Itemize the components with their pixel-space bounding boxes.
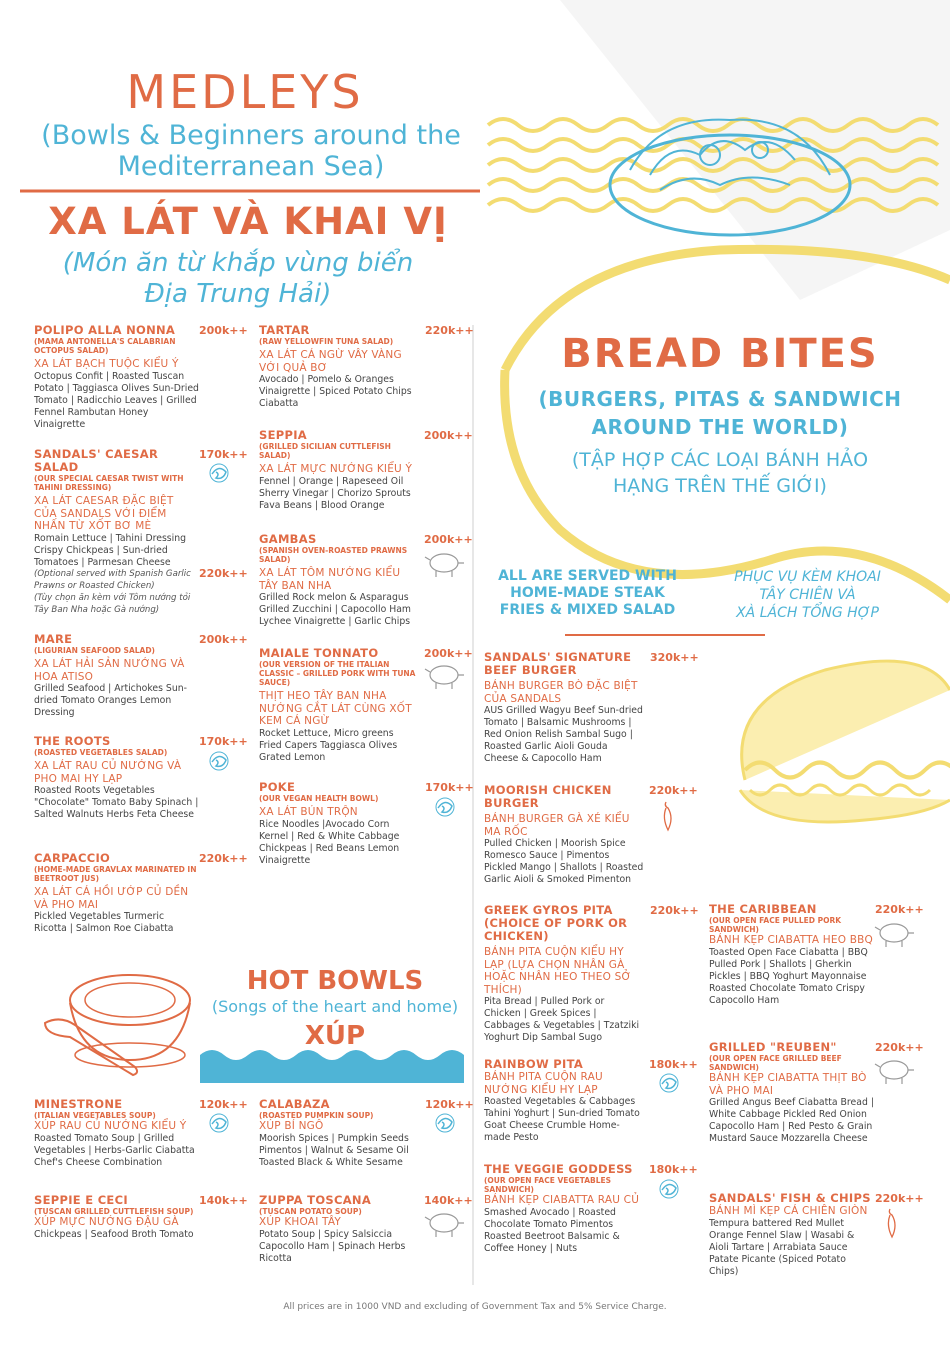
hot-bowls-vn: XÚP: [304, 1021, 366, 1051]
menu-item: [709, 1192, 874, 1278]
item-name: MAIALE TONNATO: [259, 646, 379, 660]
menu-item-option: [34, 568, 199, 616]
item-vn-name: XA LÁT HẢI SẢN NƯỚNG VÀ HOA ATISO: [34, 658, 185, 683]
item-subtitle: (ITALIAN VEGETABLES SOUP): [34, 1111, 156, 1120]
menu-item: [259, 781, 419, 867]
burger-icon: [705, 630, 950, 880]
medleys-subtitle-line2: Mediterranean Sea): [117, 151, 385, 182]
bread-bites-subtitle-line2: AROUND THE WORLD): [591, 415, 849, 439]
medleys-vn-subtitle-line1: (Món ăn từ khắp vùng biển: [62, 248, 414, 278]
menu-item: [484, 1058, 644, 1144]
item-subtitle: (ROASTED PUMPKIN SOUP): [259, 1111, 374, 1120]
item-vn-name: BÁNH MÌ KẸP CÁ CHIÊN GIÒN: [709, 1205, 868, 1217]
menu-item: [259, 324, 419, 410]
item-price: 120k++: [425, 1098, 474, 1111]
item-subtitle: (GRILLED SICILIAN CUTTLEFISH SALAD): [259, 442, 391, 460]
item-subtitle: (MAMA ANTONELLA'S CALABRIAN OCTOPUS SALAD): [34, 337, 176, 355]
vegan-icon: [434, 796, 456, 818]
chili-icon: [660, 800, 676, 832]
item-vn-name: BÁNH BURGER BÒ ĐẶC BIỆT CỦA SANDALS: [484, 680, 638, 705]
served-with-line2: HOME-MADE STEAK: [510, 585, 665, 601]
menu-item: [34, 1194, 199, 1241]
item-description: Rocket Lettuce, Micro greens Fried Capers Taggiasca Olives Grated Lemon: [259, 727, 398, 763]
salad-bowl-icon: [600, 95, 860, 245]
item-name: RAINBOW PITA: [484, 1057, 584, 1071]
item-name: GRILLED "REUBEN": [709, 1040, 837, 1054]
item-price: 220k++: [199, 852, 248, 865]
item-vn-name: BÁNH PITA CUỘN RAU NƯỚNG KIỂU HY LẠP: [484, 1071, 603, 1096]
item-subtitle: (SPANISH OVEN-ROASTED PRAWNS SALAD): [259, 546, 408, 564]
item-vn-name: XA LÁT BẠCH TUỘC KIỂU Ý: [34, 358, 179, 370]
item-price: 200k++: [424, 647, 473, 660]
menu-item: [259, 1098, 419, 1169]
item-subtitle: (RAW YELLOWFIN TUNA SALAD): [259, 337, 394, 346]
item-vn-name: XÚP BÍ NGÔ: [259, 1120, 324, 1132]
item-subtitle: (HOME-MADE GRAVLAX MARINATED IN BEETROOT JUS): [34, 865, 197, 883]
item-subtitle: (OUR VERSION OF THE ITALIAN CLASSIC – GRILLED PORK WITH TUNA SAUCE): [259, 660, 416, 687]
item-subtitle: (LIGURIAN SEAFOOD SALAD): [34, 646, 155, 655]
menu-item: [259, 533, 419, 628]
item-name: TARTAR: [259, 323, 310, 337]
item-description: Avocado | Pomelo & Oranges Vinaigrette | Spiced Potato Chips Ciabatta: [259, 374, 412, 409]
item-description: Toasted Open Face Ciabatta | BBQ Pulled Pork | Shallots | Gherkin Pickles | BBQ Yoghurt Mayonnaise Roasted Chocolate Tomato Crispy Capocollo Ham: [709, 946, 868, 1006]
item-description: AUS Grilled Wagyu Beef Sun-dried Tomato | Balsamic Mushrooms | Red Onion Relish Sambal Sugo | Roasted Garlic Aioli Gouda Cheese & Capocollo Ham: [484, 705, 643, 764]
medleys-subtitle-line1: (Bowls & Beginners around the: [41, 120, 461, 151]
menu-item: [259, 429, 419, 512]
item-description: Grilled Rock melon & Asparagus Grilled Zucchini | Capocollo Ham Lychee Vinaigrette | Garlic Chips: [259, 592, 411, 627]
bread-bites-title: BREAD BITES: [561, 331, 879, 377]
item-vn-name: XÚP MỰC NƯỚNG ĐẬU GÀ: [34, 1216, 179, 1228]
item-vn-name: XA LÁT MỰC NƯỚNG KIỂU Ý: [259, 463, 413, 475]
item-name: GAMBAS: [259, 532, 317, 546]
served-with-vn-line2: TÂY CHIÊN VÀ: [759, 587, 856, 603]
vegan-icon: [208, 750, 230, 772]
item-vn-name: THỊT HEO TÂY BAN NHA NƯỚNG CẮT LÁT CÙNG XỐT KEM CÁ NGỪ: [259, 690, 412, 727]
item-subtitle: (OUR OPEN FACE PULLED PORK SANDWICH): [709, 916, 842, 934]
item-price: 220k++: [875, 1041, 924, 1054]
item-description: Tempura battered Red Mullet Orange Fennel Slaw | Wasabi & Aioli Tartare | Arrabiata Sauce Patate Picante (Spiced Potato Chips): [709, 1217, 855, 1277]
menu-item: [484, 651, 644, 765]
item-description: Chickpeas | Seafood Broth Tomato: [34, 1228, 194, 1240]
item-price: 220k++: [875, 903, 924, 916]
vegan-icon: [658, 1072, 680, 1094]
item-name: SEPPIE E CECI: [34, 1193, 128, 1207]
served-with-vn-line1: PHỤC VỤ KÈM KHOAI: [734, 569, 881, 585]
item-vn-name: XA LÁT RAU CỦ NƯỚNG VÀ PHO MAI HY LẠP: [34, 760, 182, 785]
item-name: SEPPIA: [259, 428, 307, 442]
item-name: THE VEGGIE GODDESS: [484, 1162, 633, 1176]
item-price: 220k++: [425, 324, 474, 337]
vegan-icon: [434, 1112, 456, 1134]
menu-item: [34, 852, 199, 935]
item-description: Smashed Avocado | Roasted Chocolate Tomato Pimentos Roasted Beetroot Balsamic & Coffee Honey | Nuts: [484, 1206, 620, 1254]
item-description: Pickled Vegetables Turmeric Ricotta | Salmon Roe Ciabatta: [34, 911, 174, 934]
pig-icon: [422, 548, 468, 580]
item-vn-name: XA LÁT CÁ NGỪ VÂY VÀNG VỚI QUẢ BƠ: [259, 349, 402, 374]
item-description: Pita Bread | Pulled Pork or Chicken | Greek Spices | Cabbages & Vegetables | Tzatziki Yoghurt Dip Sambal Sugo: [484, 996, 640, 1043]
item-description: Fennel | Orange | Rapeseed Oil Sherry Vinegar | Chorizo Sprouts Fava Beans | Blood Orange: [259, 475, 411, 511]
item-name: CALABAZA: [259, 1097, 330, 1111]
pig-icon: [872, 918, 918, 950]
price-footnote: All prices are in 1000 VND and excluding of Government Tax and 5% Service Charge.: [283, 1302, 667, 1312]
item-vn-name: XA LÁT CÁ HỒI ƯỚP CỦ DỀN VÀ PHO MAI: [34, 886, 189, 911]
menu-item: [34, 324, 199, 431]
item-vn-name: BÁNH PITA CUỘN KIỂU HY LẠP (LỰA CHỌN NHÂN GÀ HOẶC NHÂN HEO THEO SỞ THÍCH): [484, 946, 632, 996]
item-subtitle: (ROASTED VEGETABLES SALAD): [34, 748, 168, 757]
pig-icon: [422, 1208, 468, 1240]
item-vn-name: XA LÁT BÚN TRỘN: [259, 806, 358, 818]
item-subtitle: (OUR OPEN FACE GRILLED BEEF SANDWICH): [709, 1054, 842, 1072]
item-subtitle: (OUR OPEN FACE VEGETABLES SANDWICH): [484, 1176, 612, 1194]
item-price: 140k++: [199, 1194, 248, 1207]
item-name: POLIPO ALLA NONNA: [34, 323, 176, 337]
menu-item: [34, 1098, 199, 1169]
item-name: ZUPPA TOSCANA: [259, 1193, 372, 1207]
item-description: Romain Lettuce | Tahini Dressing Crispy Chickpeas | Sun-dried Tomatoes | Parmesan Cheese: [34, 532, 187, 568]
item-description: Pulled Chicken | Moorish Spice Romesco Sauce | Pimentos Pickled Mango | Shallots | Roasted Garlic Aioli & Smoked Pimenton: [484, 838, 644, 885]
item-subtitle: (OUR SPECIAL CAESAR TWIST WITH TAHINI DRESSING): [34, 474, 184, 492]
medleys-vn-title: XA LÁT VÀ KHAI VỊ: [48, 200, 448, 243]
item-price: 200k++: [199, 324, 248, 337]
item-vn-name: BÁNH KẸP CIABATTA THỊT BÒ VÀ PHO MAI: [709, 1072, 867, 1097]
item-vn-name: XA LÁT CAESAR ĐẶC BIỆT CỦA SANDALS VỚI ĐIỂM NHẤN TỪ XỐT BƠ MÈ: [34, 495, 174, 532]
item-vn-name: BÁNH BURGER GÀ XÉ KIỂU MA RỐC: [484, 813, 630, 838]
item-subtitle: (TUSCAN POTATO SOUP): [259, 1207, 362, 1216]
item-description: Roasted Roots Vegetables "Chocolate" Tomato Baby Spinach | Salted Walnuts Herbs Feta Cheese: [34, 785, 199, 820]
item-vn-name: BÁNH KẸP CIABATTA HEO BBQ: [709, 934, 873, 946]
vegan-icon: [208, 462, 230, 484]
menu-item: [34, 633, 199, 719]
vegan-icon: [208, 1112, 230, 1134]
item-vn-name: BÁNH KẸP CIABATTA RAU CỦ: [484, 1194, 640, 1206]
medleys-vn-subtitle-line2: Địa Trung Hải): [144, 279, 332, 309]
item-name: SANDALS' CAESAR SALAD: [34, 447, 159, 474]
item-name: MINESTRONE: [34, 1097, 123, 1111]
medleys-title: MEDLEYS: [126, 65, 364, 119]
pig-icon: [872, 1055, 918, 1087]
item-note: (Optional served with Spanish Garlic Prawns or Roasted Chicken): [34, 569, 191, 591]
item-price: 220k++: [649, 784, 698, 797]
item-price: 220k++: [650, 904, 699, 917]
item-price: 320k++: [650, 651, 699, 664]
item-price: 220k++: [199, 567, 248, 580]
item-name: SANDALS' FISH & CHIPS: [709, 1191, 871, 1205]
item-vn-name: XÚP KHOAI TÂY: [259, 1216, 342, 1228]
hot-bowls-subtitle: (Songs of the heart and home): [211, 997, 459, 1016]
chili-icon: [884, 1207, 900, 1239]
item-name: SANDALS' SIGNATURE BEEF BURGER: [484, 650, 632, 677]
item-price: 220k++: [875, 1192, 924, 1205]
item-subtitle: (TUSCAN GRILLED CUTTLEFISH SOUP): [34, 1207, 194, 1216]
item-price: 170k++: [199, 448, 248, 461]
item-name: THE ROOTS: [34, 734, 111, 748]
item-subtitle: (OUR VEGAN HEALTH BOWL): [259, 794, 379, 803]
item-description: Roasted Vegetables & Cabbages Tahini Yoghurt | Sun-dried Tomato Goat Cheese Crumble Home-made Pesto: [484, 1096, 640, 1143]
item-description: Octopus Confit | Roasted Tuscan Potato | Taggiasca Olives Sun-Dried Tomato | Radicchio Leaves | Grilled Fennel Rambutan Honey Vinaigrette: [34, 370, 199, 430]
item-name: MOORISH CHICKEN BURGER: [484, 783, 612, 810]
item-price: 120k++: [199, 1098, 248, 1111]
item-description: Grilled Seafood | Artichokes Sun-dried Tomato Oranges Lemon Dressing: [34, 683, 187, 718]
item-price: 170k++: [199, 735, 248, 748]
menu-item: [259, 647, 419, 764]
menu-item: [34, 735, 199, 821]
item-price: 200k++: [424, 429, 473, 442]
item-description: Roasted Tomato Soup | Grilled Vegetables | Herbs-Garlic Ciabatta Chef's Cheese Combination: [34, 1132, 195, 1168]
item-description: Grilled Angus Beef Ciabatta Bread | White Cabbage Pickled Red Onion Capocollo Ham | Red Pesto & Grain Mustard Sauce Mozzarella Cheese: [709, 1097, 874, 1144]
item-name: THE CARIBBEAN: [709, 902, 817, 916]
served-with-line3: FRIES & MIXED SALAD: [499, 602, 676, 618]
item-note-vn: (Tùy chọn ăn kèm với Tôm nướng tỏi Tây Ban Nha hoặc Gà nướng): [34, 593, 191, 615]
served-with-vn-line3: XÀ LÁCH TỔNG HỢP: [736, 605, 879, 621]
pig-icon: [422, 660, 468, 692]
menu-item: [484, 784, 644, 886]
soup-bowl-icon: [30, 955, 195, 1080]
item-name: MARE: [34, 632, 73, 646]
item-price: 200k++: [199, 633, 248, 646]
item-name: POKE: [259, 780, 296, 794]
item-description: Potato Soup | Spicy Salsiccia Capocollo Ham | Spinach Herbs Ricotta: [259, 1228, 406, 1264]
menu-item: [34, 448, 199, 569]
bread-bites-vn-line1: (TẬP HỢP CÁC LOẠI BÁNH HẢO: [571, 449, 869, 471]
served-with-line1: ALL ARE SERVED WITH: [498, 568, 677, 584]
item-name: CARPACCIO: [34, 851, 111, 865]
item-price: 170k++: [425, 781, 474, 794]
menu-item: [484, 1163, 644, 1255]
item-description: Rice Noodles |Avocado Corn Kernel | Red & White Cabbage Chickpeas | Red Beans Lemon Vinaigrette: [259, 818, 400, 866]
vegan-icon: [658, 1178, 680, 1200]
hot-bowls-title: HOT BOWLS: [246, 966, 424, 996]
item-price: 180k++: [649, 1058, 698, 1071]
menu-item: [709, 903, 874, 1007]
item-vn-name: XA LÁT TÔM NƯỚNG KIỂU TÂY BAN NHA: [259, 567, 401, 592]
item-description: Moorish Spices | Pumpkin Seeds Pimentos | Walnut & Sesame Oil Toasted Black & White Sesame: [259, 1132, 409, 1168]
bread-bites-subtitle-line1: (BURGERS, PITAS & SANDWICH: [538, 387, 902, 411]
menu-item: [709, 1041, 874, 1145]
bread-bites-vn-line2: HẠNG TRÊN THẾ GIỚI): [613, 475, 827, 497]
item-price: 140k++: [424, 1194, 473, 1207]
item-price: 200k++: [424, 533, 473, 546]
menu-item: [259, 1194, 419, 1265]
menu-item: [484, 904, 644, 1044]
item-name: GREEK GYROS PITA (CHOICE OF PORK OR CHICKEN): [484, 903, 628, 943]
item-vn-name: XÚP RAU CỦ NƯỚNG KIỂU Ý: [34, 1120, 187, 1132]
item-price: 180k++: [649, 1163, 698, 1176]
